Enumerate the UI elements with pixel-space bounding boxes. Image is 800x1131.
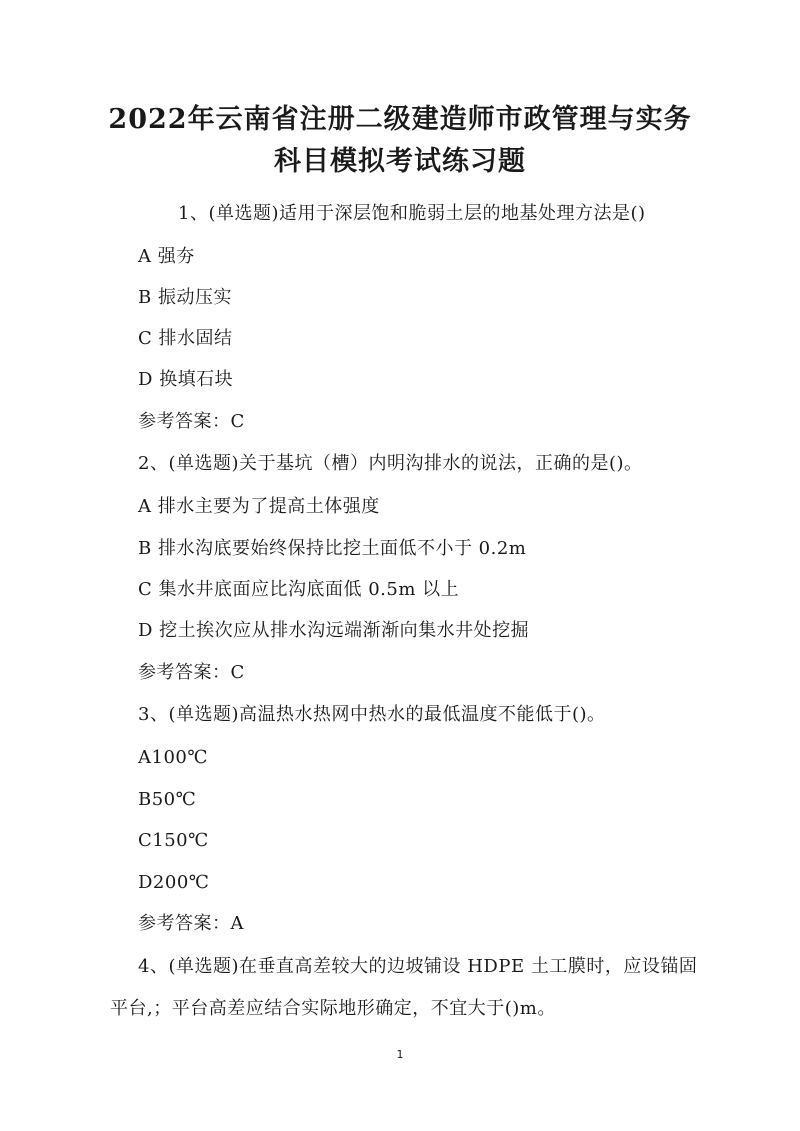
document-title-line-1: 2022年云南省注册二级建造师市政管理与实务 — [108, 104, 692, 135]
question-2-option-c: C 集水井底面应比沟底面低 0.5m 以上 — [138, 579, 460, 600]
question-1-stem: 1、(单选题)适用于深层饱和脆弱土层的地基处理方法是() — [178, 203, 646, 224]
question-1-option-d: D 换填石块 — [138, 369, 234, 390]
page-number: 1 — [396, 1048, 404, 1061]
question-2-option-d: D 挖土挨次应从排水沟远端渐渐向集水井处挖掘 — [138, 620, 530, 641]
question-3-stem: 3、(单选题)高温热水热网中热水的最低温度不能低于()。 — [138, 704, 606, 725]
question-2-option-b: B 排水沟底要始终保持比挖土面低不小于 0.2m — [138, 538, 527, 559]
question-1-option-a: A 强夯 — [138, 246, 195, 267]
question-3-option-a: A100℃ — [138, 747, 208, 768]
question-3-answer: 参考答案：A — [138, 913, 244, 934]
question-1-option-b: B 振动压实 — [138, 287, 232, 308]
document-title-line-2: 科目模拟考试练习题 — [274, 146, 526, 177]
question-4-stem-line-2: 平台,；平台高差应结合实际地形确定，不宜大于()m。 — [110, 998, 556, 1019]
question-1-option-c: C 排水固结 — [138, 328, 233, 349]
question-3-option-d: D200℃ — [138, 872, 210, 893]
question-4-stem-line-1: 4、(单选题)在垂直高差较大的边坡铺设 HDPE 土工膜时，应设锚固 — [138, 956, 698, 977]
question-2-stem: 2、(单选题)关于基坑（槽）内明沟排水的说法，正确的是()。 — [138, 453, 643, 474]
question-2-option-a: A 排水主要为了提高土体强度 — [138, 496, 380, 517]
question-2-answer: 参考答案：C — [138, 662, 245, 683]
question-3-option-c: C150℃ — [138, 830, 209, 851]
question-3-option-b: B50℃ — [138, 789, 197, 810]
question-1-answer: 参考答案：C — [138, 411, 245, 432]
